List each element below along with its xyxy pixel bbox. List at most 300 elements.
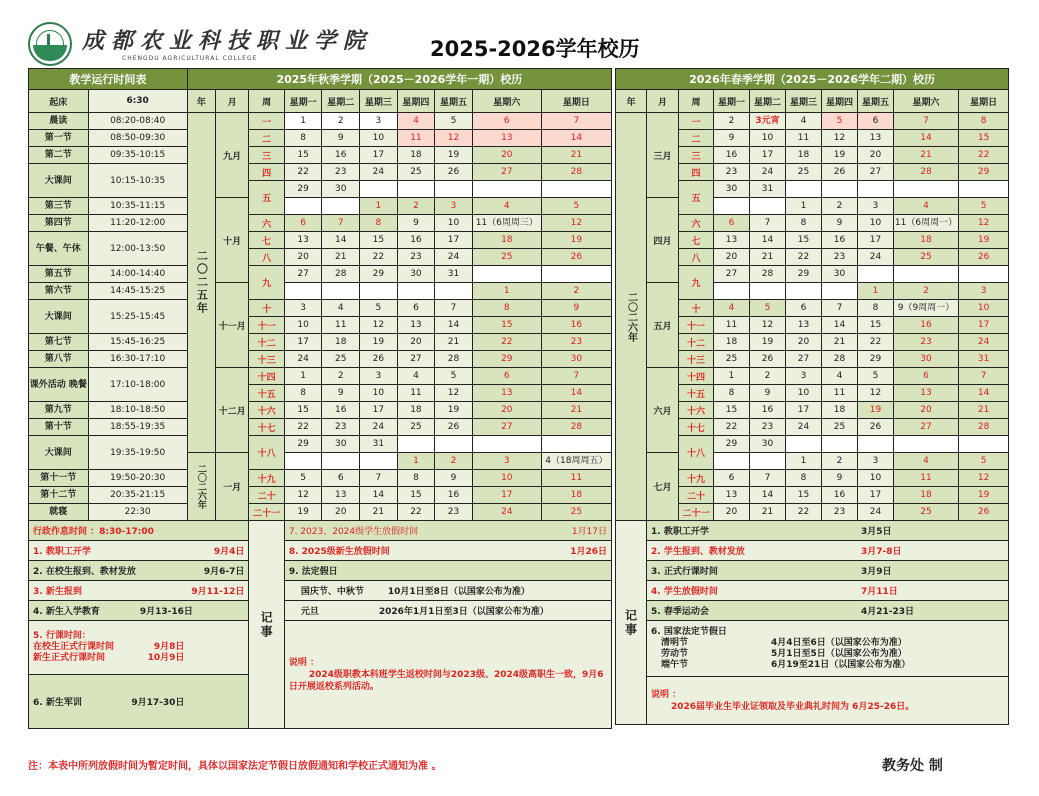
day-cell: 16 [435, 487, 473, 504]
day-cell [284, 283, 322, 300]
day-cell: 18 [541, 487, 611, 504]
day-cell: 2 [322, 368, 360, 385]
day-cell: 11（6周周三） [472, 215, 541, 232]
day-cell: 25 [397, 419, 435, 436]
day-cell: 6 [397, 300, 435, 317]
col-head-day: 星期三 [360, 90, 398, 113]
day-cell [322, 283, 360, 300]
college-logo [28, 22, 72, 66]
day-cell: 24 [472, 504, 541, 521]
col-head-month: 月 [215, 90, 248, 113]
day-cell: 19 [959, 487, 1009, 504]
day-cell: 2 [822, 198, 858, 215]
day-cell: 10 [750, 130, 786, 147]
col-head-day: 星期五 [435, 90, 473, 113]
day-cell [858, 266, 894, 283]
week-number: 十五 [249, 385, 285, 402]
year-label: 二〇二六年 [616, 113, 647, 521]
col-head-day: 星期五 [858, 90, 894, 113]
day-cell: 14 [750, 232, 786, 249]
week-number: 十四 [249, 368, 285, 385]
day-cell: 15 [284, 147, 322, 164]
week-number: 十一 [679, 317, 714, 334]
schedule-item-time: 08:50-09:30 [88, 130, 187, 147]
day-cell [894, 436, 959, 453]
day-cell: 15 [959, 130, 1009, 147]
day-cell: 20 [472, 147, 541, 164]
note-item: 4. 新生入学教育 9月13-16日 [29, 601, 249, 621]
day-cell: 23 [541, 334, 611, 351]
day-cell: 27 [472, 164, 541, 181]
day-cell: 19 [541, 232, 611, 249]
day-cell [959, 181, 1009, 198]
week-number: 十 [249, 300, 285, 317]
day-cell: 4 [822, 368, 858, 385]
col-head-day: 星期三 [786, 90, 822, 113]
month-label: 三月 [647, 113, 679, 198]
day-cell: 6 [284, 215, 322, 232]
day-cell: 26 [959, 249, 1009, 266]
day-cell: 20 [714, 504, 750, 521]
page-title: 2025-2026学年校历 [430, 37, 640, 61]
day-cell: 11 [822, 385, 858, 402]
day-cell: 4 [894, 453, 959, 470]
day-cell: 22 [472, 334, 541, 351]
day-cell: 20 [322, 504, 360, 521]
day-cell: 20 [284, 249, 322, 266]
day-cell: 12 [822, 130, 858, 147]
week-number: 十一 [249, 317, 285, 334]
day-cell: 29 [472, 351, 541, 368]
schedule-item-name: 大课间 [29, 164, 89, 198]
day-cell: 16 [397, 232, 435, 249]
note-item: 7. 2023、2024级学生放假时间 1月17日 [284, 521, 611, 541]
day-cell: 21 [435, 334, 473, 351]
week-number: 十九 [679, 470, 714, 487]
day-cell: 3 [472, 453, 541, 470]
schedule-item-time: 17:10-18:00 [88, 368, 187, 402]
day-cell: 11 [714, 317, 750, 334]
day-cell: 3 [360, 113, 398, 130]
schedule-item-time: 15:45-16:25 [88, 334, 187, 351]
day-cell: 16 [822, 232, 858, 249]
day-cell: 8 [284, 385, 322, 402]
day-cell: 9 [541, 300, 611, 317]
col-head-day: 星期一 [714, 90, 750, 113]
day-cell: 17 [360, 402, 398, 419]
spring-semester-title: 2026年春季学期（2025－2026学年二期）校历 [616, 69, 1009, 90]
day-cell: 6 [472, 113, 541, 130]
schedule-item-name: 晨读 [29, 113, 89, 130]
week-number: 一 [679, 113, 714, 130]
day-cell [714, 198, 750, 215]
day-cell: 28 [959, 419, 1009, 436]
notes-label: 记事 [616, 521, 647, 725]
week-number: 十二 [679, 334, 714, 351]
schedule-item-name: 就寝 [29, 504, 89, 521]
day-cell: 22 [858, 334, 894, 351]
day-cell: 10 [472, 470, 541, 487]
day-cell: 23 [435, 504, 473, 521]
day-cell: 29 [959, 164, 1009, 181]
day-cell [360, 181, 398, 198]
day-cell: 23 [822, 504, 858, 521]
day-cell: 18 [714, 334, 750, 351]
day-cell [322, 453, 360, 470]
day-cell: 17 [284, 334, 322, 351]
note-item: 2. 学生报到、教材发放 3月7-8日 [647, 541, 1009, 561]
day-cell: 3 [858, 453, 894, 470]
note-item: 5. 春季运动会 4月21-23日 [647, 601, 1009, 621]
day-cell: 19 [435, 402, 473, 419]
day-cell: 22 [397, 504, 435, 521]
day-cell: 3 [959, 283, 1009, 300]
day-cell: 29 [284, 436, 322, 453]
spring-calendar-table [615, 68, 1009, 725]
day-cell: 25 [714, 351, 750, 368]
day-cell [472, 436, 541, 453]
day-cell: 11 [894, 470, 959, 487]
day-cell: 23 [322, 164, 360, 181]
day-cell: 16 [322, 147, 360, 164]
day-cell: 14 [894, 130, 959, 147]
fall-calendar-table [28, 68, 612, 729]
day-cell: 16 [894, 317, 959, 334]
day-cell: 16 [750, 402, 786, 419]
day-cell: 11 [322, 317, 360, 334]
day-cell: 25 [322, 351, 360, 368]
day-cell: 1 [472, 283, 541, 300]
schedule-item-time: 19:50-20:30 [88, 470, 187, 487]
day-cell: 15 [714, 402, 750, 419]
day-cell: 7 [435, 300, 473, 317]
day-cell: 30 [397, 266, 435, 283]
day-cell: 27 [786, 351, 822, 368]
day-cell: 27 [858, 164, 894, 181]
day-cell: 9 [822, 470, 858, 487]
day-cell: 24 [750, 164, 786, 181]
day-cell: 30 [322, 436, 360, 453]
day-cell: 22 [959, 147, 1009, 164]
day-cell: 18 [472, 232, 541, 249]
day-cell: 24 [959, 334, 1009, 351]
week-number: 八 [679, 249, 714, 266]
note-item: 国庆节、中秋节 10月1日至8日（以国家公布为准） [284, 581, 611, 601]
note-item: 元旦 2026年1月1日至3日（以国家公布为准） [284, 601, 611, 621]
day-cell: 20 [858, 147, 894, 164]
day-cell: 6 [322, 470, 360, 487]
col-head-day: 星期二 [750, 90, 786, 113]
day-cell: 28 [322, 266, 360, 283]
month-label: 十一月 [215, 283, 248, 368]
day-cell: 10 [959, 300, 1009, 317]
day-cell: 8 [786, 215, 822, 232]
week-number: 八 [249, 249, 285, 266]
day-cell: 18 [322, 334, 360, 351]
col-head-day: 星期二 [322, 90, 360, 113]
day-cell: 1 [786, 198, 822, 215]
day-cell: 17 [435, 232, 473, 249]
day-cell: 18 [397, 402, 435, 419]
day-cell: 12 [541, 215, 611, 232]
week-number: 十九 [249, 470, 285, 487]
month-label: 九月 [215, 113, 248, 198]
day-cell: 13 [472, 385, 541, 402]
day-cell: 19 [284, 504, 322, 521]
day-cell [786, 181, 822, 198]
note-item: 9. 法定假日 [284, 561, 611, 581]
day-cell: 14 [541, 130, 611, 147]
day-cell [472, 266, 541, 283]
day-cell: 26 [750, 351, 786, 368]
day-cell: 11 [397, 130, 435, 147]
day-cell: 17 [472, 487, 541, 504]
schedule-item-name: 第二节 [29, 147, 89, 164]
day-cell: 27 [284, 266, 322, 283]
day-cell: 15 [360, 232, 398, 249]
day-cell: 18 [397, 147, 435, 164]
day-cell: 31 [360, 436, 398, 453]
day-cell [397, 283, 435, 300]
day-cell: 30 [894, 351, 959, 368]
day-cell: 30 [541, 351, 611, 368]
col-head-year: 年 [187, 90, 215, 113]
day-cell: 16 [822, 487, 858, 504]
day-cell: 16 [322, 402, 360, 419]
day-cell: 14 [435, 317, 473, 334]
day-cell: 13 [858, 130, 894, 147]
note-item: 3. 正式行课时间 3月9日 [647, 561, 1009, 581]
day-cell: 13 [714, 232, 750, 249]
day-cell [750, 453, 786, 470]
schedule-item-name: 第四节 [29, 215, 89, 232]
week-number: 十 [679, 300, 714, 317]
schedule-item-name: 起床 [29, 90, 89, 113]
day-cell: 30 [822, 266, 858, 283]
day-cell [472, 181, 541, 198]
month-label: 五月 [647, 283, 679, 368]
schedule-item-name: 大课间 [29, 300, 89, 334]
day-cell: 3 [360, 368, 398, 385]
day-cell: 19 [822, 147, 858, 164]
day-cell: 24 [360, 164, 398, 181]
day-cell [750, 283, 786, 300]
schedule-item-name: 第七节 [29, 334, 89, 351]
schedule-title: 教学运行时间表 [29, 69, 188, 90]
day-cell: 14 [360, 487, 398, 504]
fall-semester-title: 2025年秋季学期（2025－2026学年一期）校历 [187, 69, 611, 90]
day-cell: 8 [360, 215, 398, 232]
col-head-day: 星期四 [397, 90, 435, 113]
day-cell: 15 [397, 487, 435, 504]
day-cell: 12 [435, 130, 473, 147]
day-cell: 21 [541, 402, 611, 419]
day-cell: 17 [858, 487, 894, 504]
col-head-day: 星期六 [472, 90, 541, 113]
week-number: 十八 [249, 436, 285, 470]
day-cell: 4 [322, 300, 360, 317]
day-cell: 10 [858, 215, 894, 232]
week-number: 十三 [679, 351, 714, 368]
day-cell [541, 436, 611, 453]
day-cell: 26 [435, 419, 473, 436]
schedule-item-name: 第十二节 [29, 487, 89, 504]
day-cell: 15 [472, 317, 541, 334]
day-cell: 9 [435, 470, 473, 487]
week-number: 四 [679, 164, 714, 181]
day-cell: 4 [472, 198, 541, 215]
day-cell: 7 [322, 215, 360, 232]
week-number: 十六 [679, 402, 714, 419]
day-cell: 23 [894, 334, 959, 351]
day-cell: 1 [284, 368, 322, 385]
schedule-item-time: 18:55-19:35 [88, 419, 187, 436]
day-cell: 6 [858, 113, 894, 130]
day-cell: 2 [894, 283, 959, 300]
day-cell: 13 [284, 232, 322, 249]
day-cell: 14 [750, 487, 786, 504]
schedule-item-time: 12:00-13:50 [88, 232, 187, 266]
day-cell: 6 [894, 368, 959, 385]
day-cell: 7 [541, 368, 611, 385]
week-number: 十四 [679, 368, 714, 385]
footer-signature: 教务处 制 [882, 758, 943, 774]
spring-remark: 说明 ： 2026届毕业生毕业证领取及毕业典礼时间为 6月25-26日。 [647, 677, 1009, 725]
day-cell: 9 [322, 385, 360, 402]
day-cell [959, 266, 1009, 283]
day-cell: 28 [894, 164, 959, 181]
col-head-day: 星期日 [959, 90, 1009, 113]
schedule-item-time: 16:30-17:10 [88, 351, 187, 368]
day-cell: 8 [858, 300, 894, 317]
day-cell [714, 453, 750, 470]
day-cell: 6 [714, 215, 750, 232]
day-cell: 5 [959, 198, 1009, 215]
day-cell [750, 198, 786, 215]
day-cell: 5 [959, 453, 1009, 470]
note-item: 2. 在校生报到、教材发放 9月6-7日 [29, 561, 249, 581]
year-label: 二〇二五年 [187, 113, 215, 453]
day-cell: 23 [750, 419, 786, 436]
col-head-day: 星期一 [284, 90, 322, 113]
schedule-item-time: 14:45-15:25 [88, 283, 187, 300]
day-cell: 12 [858, 385, 894, 402]
day-cell: 17 [959, 317, 1009, 334]
day-cell: 19 [360, 334, 398, 351]
day-cell: 12 [959, 470, 1009, 487]
day-cell: 8 [714, 385, 750, 402]
day-cell: 13 [472, 130, 541, 147]
day-cell [360, 283, 398, 300]
day-cell: 28 [435, 351, 473, 368]
college-name-cn: 成都农业科技职业学院 [82, 28, 373, 54]
day-cell: 9 [750, 385, 786, 402]
day-cell: 2 [714, 113, 750, 130]
day-cell: 8 [397, 470, 435, 487]
day-cell: 9 [714, 130, 750, 147]
day-cell: 7 [750, 215, 786, 232]
col-head-day: 星期六 [894, 90, 959, 113]
day-cell: 1 [397, 453, 435, 470]
week-number: 二十 [679, 487, 714, 504]
day-cell: 7 [541, 113, 611, 130]
day-cell: 13 [786, 317, 822, 334]
day-cell [822, 283, 858, 300]
week-number: 十六 [249, 402, 285, 419]
note-item: 3. 新生报到 9月11-12日 [29, 581, 249, 601]
day-cell: 4 [397, 113, 435, 130]
day-cell: 27 [894, 419, 959, 436]
day-cell: 25 [822, 419, 858, 436]
month-label: 六月 [647, 368, 679, 453]
day-cell: 1 [360, 198, 398, 215]
day-cell [786, 283, 822, 300]
day-cell: 22 [786, 504, 822, 521]
day-cell: 5 [750, 300, 786, 317]
col-head-month: 月 [647, 90, 679, 113]
note-item: 6. 新生军训 9月17-30日 [29, 675, 249, 729]
day-cell: 25 [397, 164, 435, 181]
col-head-day: 星期四 [822, 90, 858, 113]
schedule-item-time: 15:25-15:45 [88, 300, 187, 334]
day-cell: 26 [822, 164, 858, 181]
day-cell: 18 [786, 147, 822, 164]
week-number: 六 [249, 215, 285, 232]
day-cell: 6 [786, 300, 822, 317]
day-cell: 25 [894, 504, 959, 521]
day-cell: 20 [472, 402, 541, 419]
day-cell: 10 [858, 470, 894, 487]
schedule-item-time: 09:35-10:15 [88, 147, 187, 164]
schedule-item-time: 10:35-11:15 [88, 198, 187, 215]
schedule-item-name: 课外活动 晚餐 [29, 368, 89, 402]
day-cell: 5 [435, 113, 473, 130]
day-cell: 12 [750, 317, 786, 334]
schedule-item-name: 午餐、午休 [29, 232, 89, 266]
day-cell: 14 [822, 317, 858, 334]
day-cell: 24 [786, 419, 822, 436]
week-number: 二十 [249, 487, 285, 504]
note-item: 1. 教职工开学 3月5日 [647, 521, 1009, 541]
day-cell: 3 [786, 368, 822, 385]
day-cell: 30 [714, 181, 750, 198]
week-number: 二 [249, 130, 285, 147]
day-cell: 9（9周周一） [894, 300, 959, 317]
week-number: 十七 [249, 419, 285, 436]
day-cell [894, 266, 959, 283]
day-cell: 14 [959, 385, 1009, 402]
day-cell: 23 [397, 249, 435, 266]
day-cell: 10 [360, 130, 398, 147]
day-cell: 20 [714, 249, 750, 266]
day-cell: 6 [472, 368, 541, 385]
day-cell: 7 [750, 470, 786, 487]
day-cell: 13 [894, 385, 959, 402]
day-cell: 25 [894, 249, 959, 266]
schedule-item-name: 第三节 [29, 198, 89, 215]
day-cell: 4（18周周五） [541, 453, 611, 470]
day-cell: 17 [858, 232, 894, 249]
year-label: 二〇二六年 [187, 453, 215, 521]
day-cell [397, 181, 435, 198]
day-cell: 13 [322, 487, 360, 504]
day-cell: 25 [541, 504, 611, 521]
week-number: 七 [249, 232, 285, 249]
day-cell: 17 [750, 147, 786, 164]
day-cell: 10 [284, 317, 322, 334]
schedule-item-time: 6:30 [88, 90, 187, 113]
day-cell: 8 [786, 470, 822, 487]
